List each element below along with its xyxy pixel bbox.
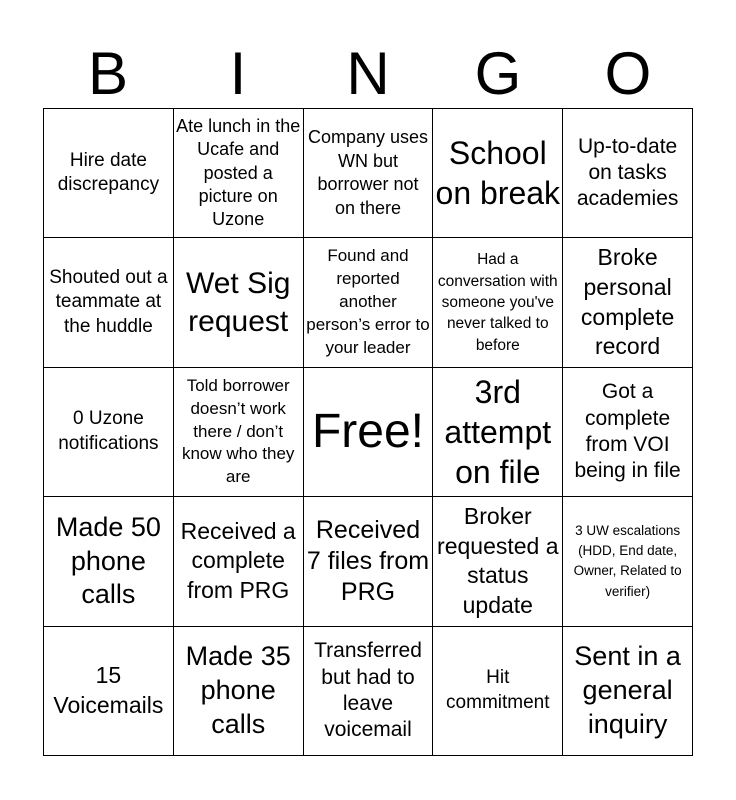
bingo-cell[interactable] — [563, 497, 693, 626]
cell-text: Hire date discrepancy — [57, 149, 160, 196]
bingo-cell[interactable] — [433, 627, 563, 756]
header-letter-n: N — [346, 40, 390, 107]
free-space-text: Free! — [311, 404, 424, 458]
bingo-cell[interactable] — [433, 109, 563, 238]
bingo-cell[interactable] — [433, 368, 563, 497]
cell-text: Had a conversation with someone you've never talked to before — [437, 251, 558, 354]
bingo-cell[interactable] — [563, 368, 693, 497]
cell-text: Up-to-date on tasks academies — [576, 134, 679, 211]
bingo-cell[interactable] — [563, 238, 693, 367]
cell-text: Company uses WN but borrower not on there — [307, 127, 429, 218]
bingo-cell[interactable] — [174, 238, 304, 367]
bingo-cell[interactable] — [44, 368, 174, 497]
bingo-card-grid — [43, 108, 693, 756]
bingo-cell[interactable] — [44, 238, 174, 367]
cell-text: Got a complete from VOI being in file — [574, 380, 681, 483]
cell-text: Found and reported another person’s error to your leader — [306, 246, 430, 357]
cell-text: School on break — [435, 135, 561, 212]
bingo-cell[interactable] — [174, 497, 304, 626]
cell-text: Broke personal complete record — [580, 243, 675, 360]
header-letter-o: O — [604, 40, 652, 107]
bingo-cell-free[interactable] — [304, 368, 434, 497]
cell-text: Transferred but had to leave voicemail — [314, 639, 422, 742]
bingo-header — [43, 40, 693, 108]
header-letter-g: G — [474, 40, 522, 107]
bingo-cell[interactable] — [44, 627, 174, 756]
cell-text: Ate lunch in the Ucafe and posted a picture on Uzone — [176, 115, 301, 230]
bingo-cell[interactable] — [174, 109, 304, 238]
cell-text: Wet Sig request — [185, 267, 291, 338]
cell-text: Received a complete from PRG — [180, 517, 296, 604]
bingo-cell[interactable] — [174, 368, 304, 497]
cell-text: 15 Voicemails — [53, 661, 164, 718]
bingo-cell[interactable] — [304, 497, 434, 626]
bingo-cell[interactable] — [563, 627, 693, 756]
bingo-cell[interactable] — [44, 109, 174, 238]
bingo-cell[interactable] — [304, 627, 434, 756]
bingo-cell[interactable] — [304, 238, 434, 367]
cell-text: Hit commitment — [446, 667, 550, 713]
bingo-cell[interactable] — [304, 109, 434, 238]
cell-text: Made 35 phone calls — [185, 641, 291, 739]
bingo-cell[interactable] — [433, 497, 563, 626]
bingo-cell[interactable] — [433, 238, 563, 367]
bingo-cell[interactable] — [563, 109, 693, 238]
header-letter-i: I — [229, 40, 247, 107]
cell-text: Sent in a general inquiry — [574, 641, 681, 739]
cell-text: 3rd attempt on file — [444, 373, 552, 490]
cell-text: Shouted out a teammate at the huddle — [49, 266, 168, 337]
cell-text: Made 50 phone calls — [55, 511, 161, 610]
cell-text: Told borrower doesn’t work there / don’t know who they are — [181, 375, 295, 487]
header-letter-b: B — [87, 40, 129, 107]
cell-text: 3 UW escalations (HDD, End date, Owner, Related to verifier) — [573, 522, 682, 599]
cell-text: Broker requested a status update — [437, 502, 559, 619]
bingo-cell[interactable] — [174, 627, 304, 756]
cell-text: Received 7 files from PRG — [306, 515, 430, 607]
bingo-cell[interactable] — [44, 497, 174, 626]
cell-text: 0 Uzone notifications — [58, 408, 159, 454]
